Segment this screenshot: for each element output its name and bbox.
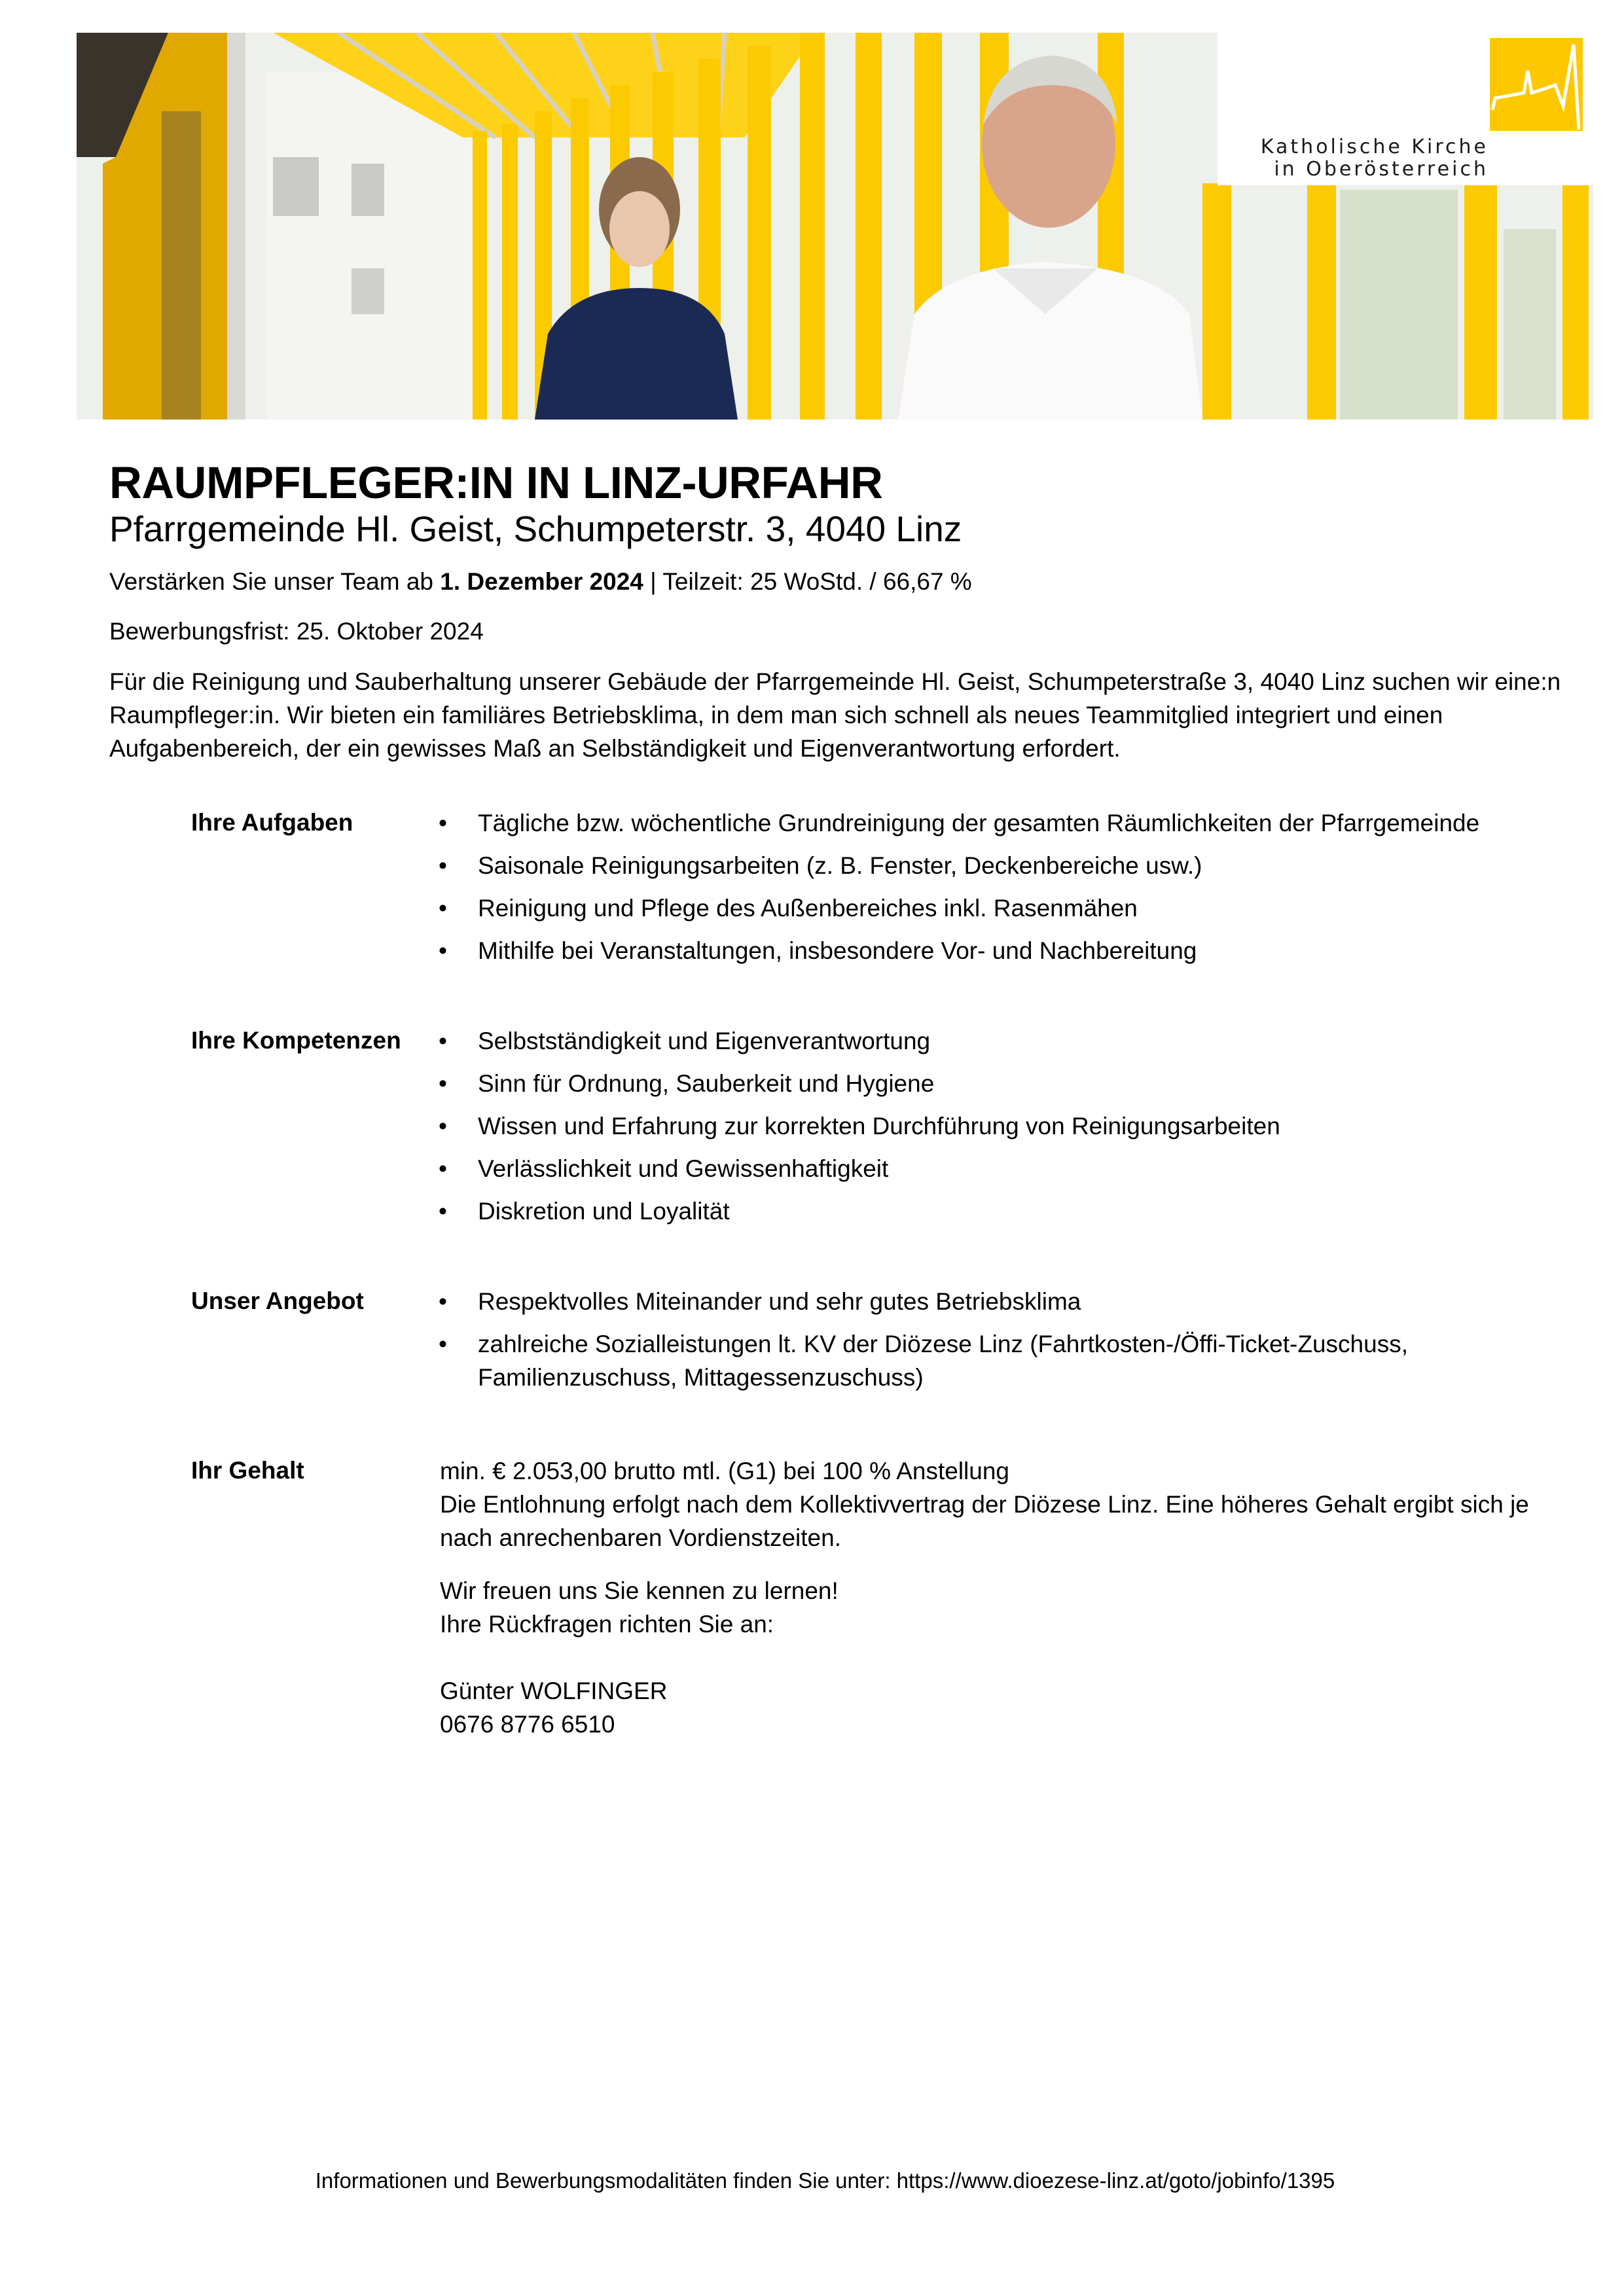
list-item: • Mithilfe bei Veranstaltungen, insbesondere Vor- und Nachbereitung: [439, 934, 1564, 967]
logo-wordmark: [1261, 136, 1489, 181]
section-label-offer: Unser Angebot: [191, 1287, 364, 1314]
contact-phone[interactable]: 0676 8776 6510: [440, 1711, 615, 1738]
list-item: • Tägliche bzw. wöchentliche Grundreinigung der gesamten Räumlichkeiten der Pfarrgemeinde: [439, 806, 1564, 840]
list-item: • Saisonale Reinigungsarbeiten (z. B. Fenster, Deckenbereiche usw.): [439, 849, 1564, 882]
job-location: Pfarrgemeinde Hl. Geist, Schumpeterstr. 3, 4040 Linz: [109, 509, 962, 549]
start-date: 1. Dezember 2024: [440, 568, 643, 595]
job-posting-body: [109, 458, 1576, 765]
salary-note: Die Entlohnung erfolgt nach dem Kollektivvertrag der Diözese Linz. Eine höheres Gehalt ergibt sich je nach anrechenbaren Vordienstzeiten.: [440, 1491, 1529, 1551]
contact-intro: Ihre Rückfragen richten Sie an:: [440, 1611, 774, 1638]
salary-details: [440, 1454, 1566, 1741]
list-item: • Diskretion und Loyalität: [439, 1194, 1564, 1228]
job-intro: Für die Reinigung und Sauberhaltung unserer Gebäude der Pfarrgemeinde Hl. Geist, Schumpeterstraße 3, 4040 Linz suchen wir eine:n Raumpfleger:in. Wir bieten ein familiäres Betriebsklima, in dem man sich schnell als neues Teammitglied integriert und einen Aufgabenbereich, der ein gewisses Maß an Selbständigkeit und Eigenverantwortung erfordert.: [109, 668, 1561, 762]
bullet-icon: •: [439, 895, 447, 922]
contact-name: Günter WOLFINGER: [440, 1677, 668, 1704]
start-prefix: Verstärken Sie unser Team ab: [109, 568, 441, 595]
diocese-logo: [1218, 33, 1593, 185]
greeting: Wir freuen uns Sie kennen zu lernen!: [440, 1577, 839, 1604]
tasks-list: [439, 806, 1564, 977]
bullet-icon: •: [439, 1331, 447, 1357]
bullet-icon: •: [439, 1198, 447, 1225]
header-banner-photo: [77, 33, 1593, 420]
bullet-icon: •: [439, 1113, 447, 1139]
list-item: • Sinn für Ordnung, Sauberkeit und Hygiene: [439, 1067, 1564, 1100]
section-label-skills: Ihre Kompetenzen: [191, 1027, 401, 1054]
list-item: • Respektvolles Miteinander und sehr gutes Betriebsklima: [439, 1285, 1564, 1318]
bullet-icon: •: [439, 1070, 447, 1097]
list-item: • Wissen und Erfahrung zur korrekten Durchführung von Reinigungsarbeiten: [439, 1109, 1564, 1143]
employment-terms: | Teilzeit: 25 WoStd. / 66,67 %: [643, 568, 972, 595]
section-label-salary: Ihr Gehalt: [191, 1457, 304, 1484]
job-start-line: [109, 565, 1576, 598]
bullet-icon: •: [439, 810, 447, 836]
list-item: • Selbstständigkeit und Eigenverantwortung: [439, 1024, 1564, 1058]
spacer: [440, 1641, 1566, 1674]
logo-line-2: in Oberösterreich: [1274, 158, 1489, 181]
logo-mark-icon: [1490, 38, 1583, 131]
spacer: [440, 1554, 1566, 1574]
bullet-icon: •: [439, 852, 447, 879]
list-item: • Verlässlichkeit und Gewissenhaftigkeit: [439, 1152, 1564, 1185]
footer-info-link[interactable]: Informationen und Bewerbungsmodalitäten finden Sie unter: https://www.dioezese-linz.at/goto/jobinfo/1395: [315, 2168, 1335, 2193]
bullet-icon: •: [439, 1028, 447, 1054]
application-deadline: Bewerbungsfrist: 25. Oktober 2024: [109, 618, 484, 645]
skills-list: [439, 1024, 1564, 1237]
bullet-icon: •: [439, 1288, 447, 1315]
bullet-icon: •: [439, 1155, 447, 1182]
offer-list: [439, 1285, 1564, 1403]
salary-minimum: min. € 2.053,00 brutto mtl. (G1) bei 100 % Anstellung: [440, 1458, 1009, 1484]
logo-line-1: Katholische Kirche: [1260, 135, 1489, 158]
section-label-tasks: Ihre Aufgaben: [191, 809, 353, 836]
list-item: • Reinigung und Pflege des Außenbereiches inkl. Rasenmähen: [439, 891, 1564, 925]
bullet-icon: •: [439, 937, 447, 964]
job-title: RAUMPFLEGER:IN IN LINZ-URFAHR: [109, 457, 883, 508]
list-item: • zahlreiche Sozialleistungen lt. KV der Diözese Linz (Fahrtkosten-/Öffi-Ticket-Zuschuss, Familienzuschuss, Mittagessenzuschuss): [439, 1327, 1564, 1394]
